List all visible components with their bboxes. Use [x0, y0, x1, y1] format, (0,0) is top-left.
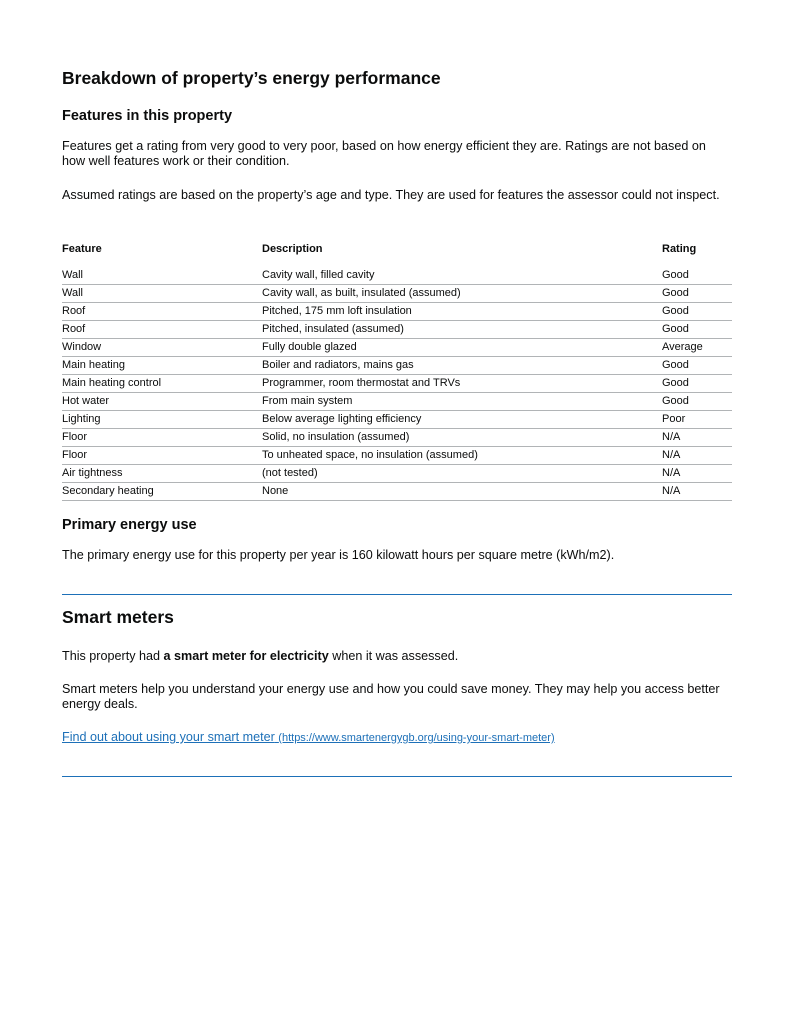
table-row	[62, 465, 732, 483]
table-row	[62, 447, 732, 465]
rating-cell: Good	[662, 285, 732, 303]
rating-cell: Average	[662, 339, 732, 357]
description-cell: Boiler and radiators, mains gas	[262, 357, 662, 375]
rating-cell: Good	[662, 375, 732, 393]
feature-cell: Floor	[62, 429, 262, 447]
smart-meter-status-suffix: when it was assessed.	[328, 649, 459, 663]
smart-meters-title: Smart meters	[62, 607, 174, 627]
feature-cell: Hot water	[62, 393, 262, 411]
rating-cell: N/A	[662, 447, 732, 465]
table-row	[62, 339, 732, 357]
feature-cell: Floor	[62, 447, 262, 465]
feature-cell: Window	[62, 339, 262, 357]
description-cell: Pitched, 175 mm loft insulation	[262, 303, 662, 321]
column-header-feature: Feature	[62, 243, 102, 255]
column-header-description: Description	[262, 243, 323, 255]
rating-cell: Good	[662, 321, 732, 339]
feature-cell: Lighting	[62, 411, 262, 429]
feature-cell: Air tightness	[62, 465, 262, 483]
table-row	[62, 303, 732, 321]
rating-cell: Poor	[662, 411, 732, 429]
description-cell: (not tested)	[262, 465, 662, 483]
smart-meter-link-label: Find out about using your smart meter	[62, 730, 275, 744]
description-cell: From main system	[262, 393, 662, 411]
description-cell: Programmer, room thermostat and TRVs	[262, 375, 662, 393]
table-row	[62, 357, 732, 375]
features-table-header	[62, 240, 732, 266]
features-intro: Features get a rating from very good to very poor, based on how energy efficient they are. Ratings are not based on how well features work or their condition.	[62, 139, 706, 168]
section-divider	[62, 594, 732, 595]
primary-energy-heading: Primary energy use	[62, 517, 197, 533]
feature-cell: Wall	[62, 266, 262, 285]
description-cell: Fully double glazed	[262, 339, 662, 357]
description-cell: Below average lighting efficiency	[262, 411, 662, 429]
smart-meter-link-url: (https://www.smartenergygb.org/using-your-smart-meter)	[278, 732, 555, 744]
table-row	[62, 375, 732, 393]
table-row	[62, 321, 732, 339]
section-divider	[62, 776, 732, 777]
smart-meter-help-text: Smart meters help you understand your energy use and how you could save money. They may help you access better energy deals.	[62, 682, 720, 711]
smart-meter-type: a smart meter for electricity	[163, 649, 329, 663]
rating-cell: N/A	[662, 429, 732, 447]
rating-cell: N/A	[662, 483, 732, 501]
rating-cell: Good	[662, 266, 732, 285]
table-row	[62, 483, 732, 501]
description-cell: None	[262, 483, 662, 501]
description-cell: Pitched, insulated (assumed)	[262, 321, 662, 339]
features-table	[62, 240, 732, 501]
feature-cell: Roof	[62, 321, 262, 339]
feature-cell: Secondary heating	[62, 483, 262, 501]
feature-cell: Roof	[62, 303, 262, 321]
assumed-ratings-intro: Assumed ratings are based on the property’s age and type. They are used for features the assessor could not inspect.	[62, 188, 720, 202]
rating-cell: Good	[662, 357, 732, 375]
feature-cell: Main heating control	[62, 375, 262, 393]
description-cell: Cavity wall, as built, insulated (assumed)	[262, 285, 662, 303]
rating-cell: Good	[662, 393, 732, 411]
feature-cell: Wall	[62, 285, 262, 303]
table-row	[62, 429, 732, 447]
primary-energy-text: The primary energy use for this property per year is 160 kilowatt hours per square metre (kWh/m2).	[62, 548, 615, 562]
smart-meter-status-prefix: This property had	[62, 649, 164, 663]
features-heading: Features in this property	[62, 108, 233, 124]
table-row	[62, 411, 732, 429]
table-row	[62, 393, 732, 411]
table-row	[62, 266, 732, 285]
feature-cell: Main heating	[62, 357, 262, 375]
breakdown-title: Breakdown of property’s energy performance	[62, 68, 441, 88]
rating-cell: Good	[662, 303, 732, 321]
description-cell: Cavity wall, filled cavity	[262, 266, 662, 285]
smart-meter-status-text	[62, 649, 732, 664]
smart-meter-link[interactable]	[62, 730, 555, 746]
description-cell: Solid, no insulation (assumed)	[262, 429, 662, 447]
description-cell: To unheated space, no insulation (assumed)	[262, 447, 662, 465]
rating-cell: N/A	[662, 465, 732, 483]
column-header-rating: Rating	[662, 243, 697, 255]
table-row	[62, 285, 732, 303]
